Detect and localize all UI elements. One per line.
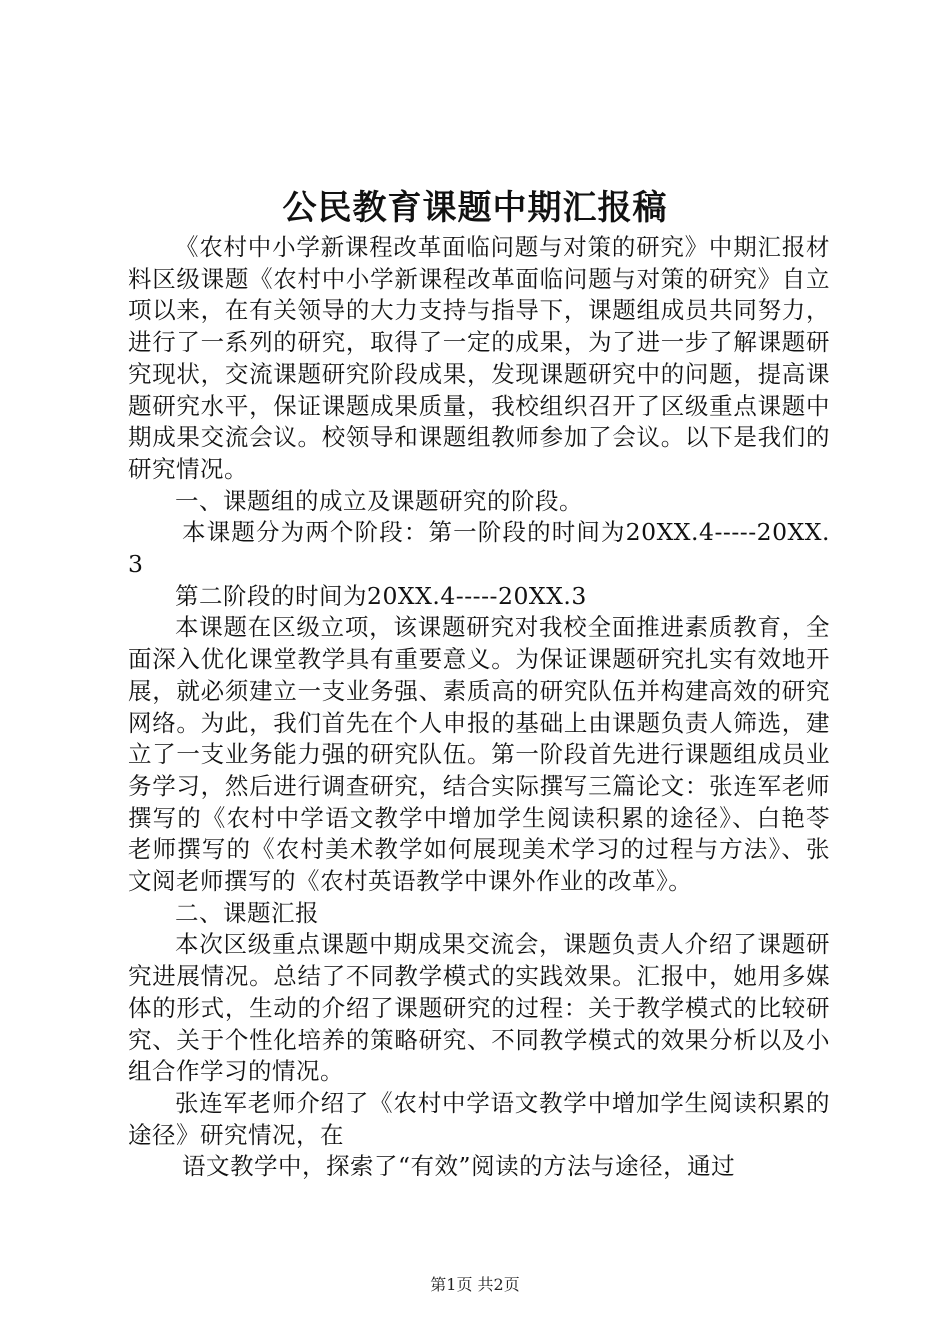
paragraph-intro: 《农村中小学新课程改革面临问题与对策的研究》中期汇报材料区级课题《农村中小学新课程改革面临问题与对策的研究》自立项以来，在有关领导的大力支持与指导下，课题组成员共同努力，进行了一系列的研究，取得了一定的成果，为了进一步了解课题研究现状，交流课题研究阶段成果，发现课题研究中的问题，提高课题研究水平，保证课题成果质量，我校组织召开了区级重点课题中期成果交流会议。校领导和课题组教师参加了会议。以下是我们的研究情况。 — [128, 233, 830, 483]
paragraph-stage-one: 本课题分为两个阶段：第一阶段的时间为20XX.4-----20XX.3 — [128, 518, 830, 579]
document-title: 公民教育课题中期汇报稿 — [282, 188, 668, 228]
paragraph-continued: 语文教学中，探索了“有效”阅读的方法与途径，通过 — [182, 1152, 736, 1181]
paragraph-zhang-intro: 张连军老师介绍了《农村中学语文教学中增加学生阅读积累的途径》研究情况，在 — [128, 1088, 830, 1149]
paragraph-stage-two: 第二阶段的时间为20XX.4-----20XX.3 — [175, 581, 587, 610]
section-heading-1: 一、课题组的成立及课题研究的阶段。 — [175, 486, 583, 515]
paragraph-project-setup: 本课题在区级立项，该课题研究对我校全面推进素质教育，全面深入优化课堂教学具有重要意义。为保证课题研究扎实有效地开展，就必须建立一支业务强、素质高的研究队伍并构建高效的研究网络。为此，我们首先在个人申报的基础上由课题负责人筛选，建立了一支业务能力强的研究队伍。第一阶段首先进行课题组成员业务学习，然后进行调查研究，结合实际撰写三篇论文：张连军老师撰写的《农村中学语文教学中增加学生阅读积累的途径》、白艳苓老师撰写的《农村美术教学如何展现美术学习的过程与方法》、张文阅老师撰写的《农村英语教学中课外作业的改革》。 — [128, 613, 830, 896]
section-heading-2: 二、课题汇报 — [175, 898, 319, 927]
page-number: 第1页 共2页 — [430, 1275, 520, 1294]
paragraph-report: 本次区级重点课题中期成果交流会，课题负责人介绍了课题研究进展情况。总结了不同教学模式的实践效果。汇报中，她用多媒体的形式，生动的介绍了课题研究的过程：关于教学模式的比较研究、关于个性化培养的策略研究、不同教学模式的效果分析以及小组合作学习的情况。 — [128, 930, 830, 1086]
document-body — [128, 232, 830, 1183]
